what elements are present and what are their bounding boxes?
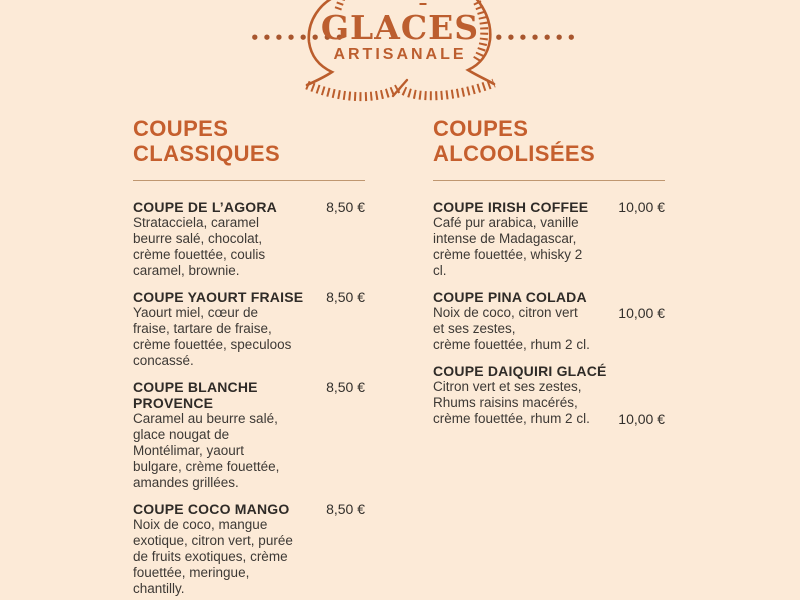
item-price: 10,00 €	[618, 199, 665, 215]
item-description-line: Noix de coco, mangue	[133, 517, 268, 532]
item-name-line: COUPE IRISH COFFEE	[433, 199, 589, 215]
item-description-line: bulgare, crème fouettée,	[133, 459, 280, 474]
item-description-line: Montélimar, yaourt	[133, 443, 245, 458]
item-description-line: crème fouettée, speculoos	[133, 337, 292, 352]
item-description-line: cl.	[433, 263, 447, 278]
section-items	[433, 199, 665, 427]
item-name-line: COUPE YAOURT FRAISE	[133, 289, 304, 305]
item-description-line: fraise, tartare de fraise,	[133, 321, 272, 336]
item-price: 10,00 €	[618, 305, 665, 321]
item-description-line: fouettée, meringue,	[133, 565, 250, 580]
badge-subtitle: ARTISANALE	[333, 46, 467, 63]
item-description-line: crème fouettée, coulis	[133, 247, 266, 262]
item-description-line: concassé.	[133, 353, 194, 368]
item-description-line: exotique, citron vert, purée	[133, 533, 293, 548]
item-description-line: crème fouettée, whisky 2	[433, 247, 583, 262]
item-price: 8,50 €	[326, 379, 365, 395]
section-items	[133, 199, 365, 597]
item-description-line: intense de Madagascar,	[433, 231, 577, 246]
menu-item	[133, 501, 365, 597]
menu-section	[133, 116, 365, 600]
item-description-line: chantilly.	[133, 581, 185, 596]
item-description-line: beurre salé, chocolat,	[133, 231, 263, 246]
item-description-line: Yaourt miel, cœur de	[133, 305, 259, 320]
menu-item	[433, 199, 665, 279]
menu-item	[133, 199, 365, 279]
right-dots-decoration: •••••••	[494, 29, 579, 47]
item-description-line: crème fouettée, rhum 2 cl.	[433, 411, 590, 426]
item-name-line: PROVENCE	[133, 395, 214, 411]
item-name-line: COUPE DAIQUIRI GLACÉ	[433, 363, 607, 379]
section-divider	[133, 180, 365, 181]
item-description-line: Rhums raisins macérés,	[433, 395, 578, 410]
item-description-line: Noix de coco, citron vert	[433, 305, 578, 320]
item-description-line: et ses zestes,	[433, 321, 516, 336]
item-price: 10,00 €	[618, 411, 665, 427]
glaces-badge	[295, 0, 505, 110]
item-name-line: COUPE BLANCHE	[133, 379, 258, 395]
menu-item	[433, 289, 665, 353]
item-price: 8,50 €	[326, 289, 365, 305]
menu-section	[433, 116, 665, 600]
item-description-line: amandes grillées.	[133, 475, 239, 490]
item-description-line: glace nougat de	[133, 427, 230, 442]
item-price: 8,50 €	[326, 199, 365, 215]
item-description-line: Café pur arabica, vanille	[433, 215, 579, 230]
left-dots-decoration: ••••••••	[250, 29, 347, 47]
item-description-line: Caramel au beurre salé,	[133, 411, 278, 426]
item-description-line: caramel, brownie.	[133, 263, 240, 278]
section-title: COUPES ALCOOLISÉES	[433, 116, 596, 166]
item-description-line: crème fouettée, rhum 2 cl.	[433, 337, 590, 352]
item-name-line: COUPE DE L’AGORA	[133, 199, 277, 215]
menu-columns	[133, 116, 665, 600]
section-title: COUPES CLASSIQUES	[133, 116, 281, 166]
item-name-line: COUPE PINA COLADA	[433, 289, 587, 305]
menu-item	[433, 363, 665, 427]
menu-item	[133, 379, 365, 491]
section-divider	[433, 180, 665, 181]
badge-title: GLACES	[320, 8, 480, 47]
menu-item	[133, 289, 365, 369]
item-name-line: COUPE COCO MANGO	[133, 501, 290, 517]
menu-header	[0, 0, 800, 112]
item-description-line: Citron vert et ses zestes,	[433, 379, 582, 394]
item-description-line: Stratacciela, caramel	[133, 215, 260, 230]
item-description-line: de fruits exotiques, crème	[133, 549, 288, 564]
item-price: 8,50 €	[326, 501, 365, 517]
